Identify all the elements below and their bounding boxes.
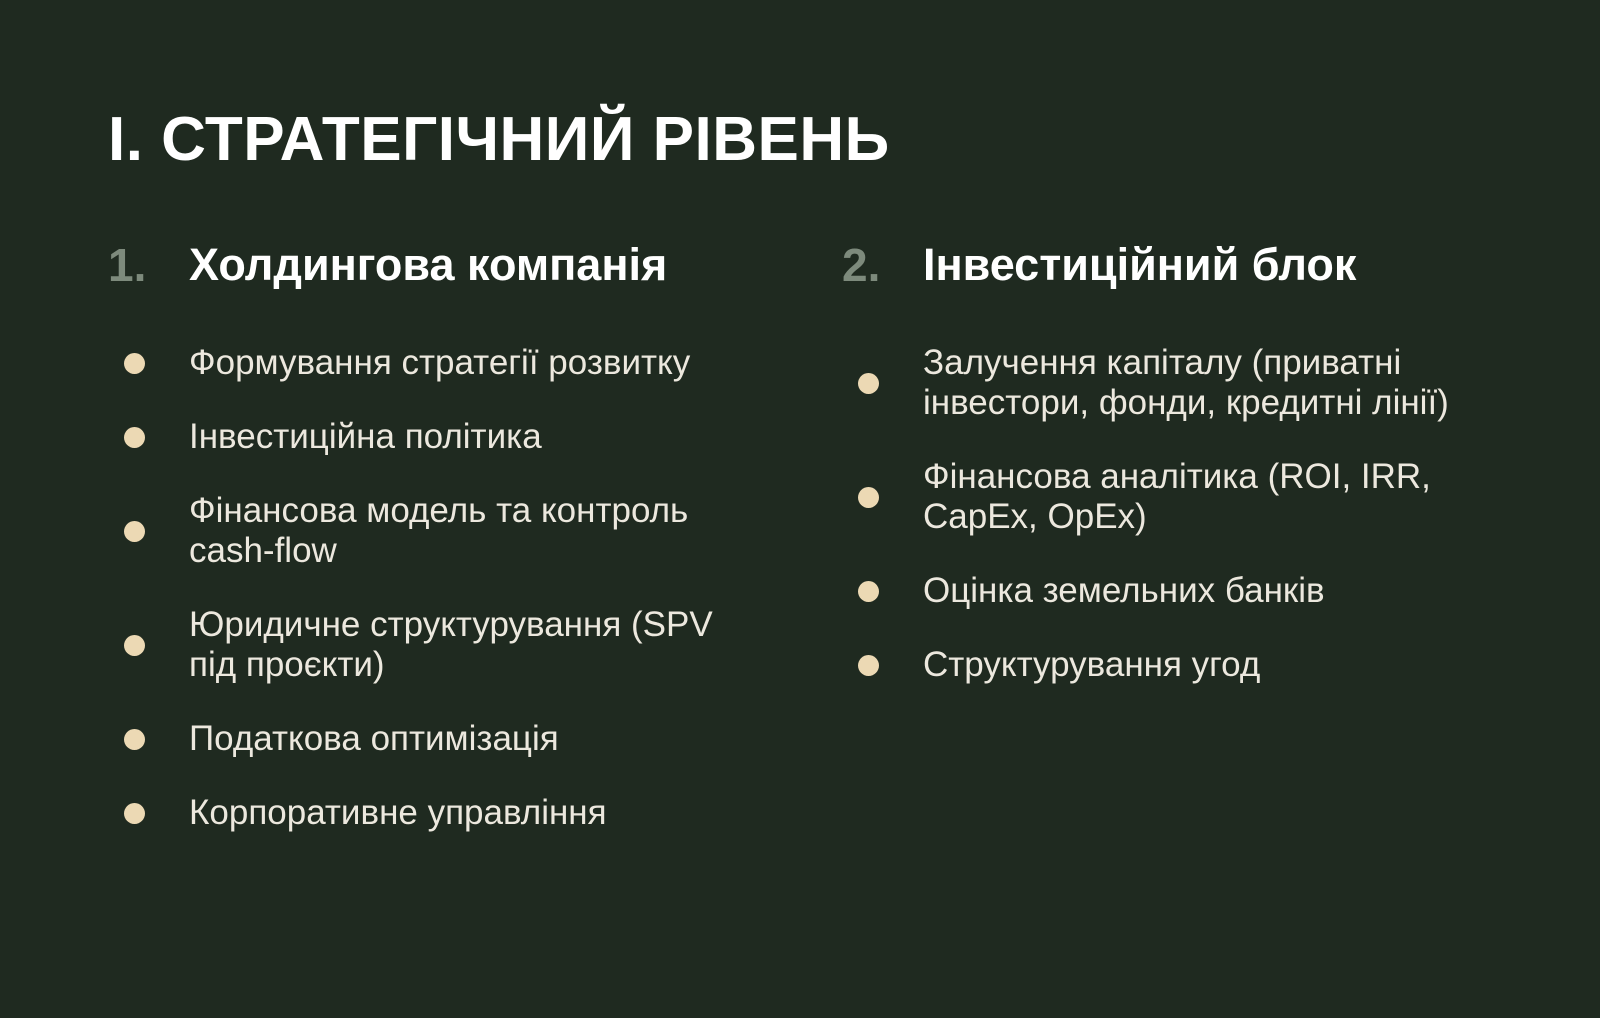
list-item bbox=[842, 571, 1502, 611]
column-investment-block bbox=[842, 235, 1502, 684]
column-title: Інвестиційний блок bbox=[923, 239, 1357, 290]
list-item-text: Формування стратегії розвитку bbox=[189, 343, 691, 382]
bullet-dot-icon bbox=[124, 635, 145, 656]
column-holding-company bbox=[108, 235, 788, 832]
bullet-dot-icon bbox=[858, 487, 879, 508]
bullet-dot-icon bbox=[858, 655, 879, 676]
list-item-text: Юридичне структурування (SPV під проєкти) bbox=[189, 605, 713, 684]
bullet-list bbox=[842, 343, 1502, 719]
column-number: 2. bbox=[842, 239, 881, 291]
column-header bbox=[842, 235, 1502, 295]
list-item bbox=[108, 491, 788, 571]
list-item bbox=[108, 605, 788, 685]
list-item-text: Фінансова модель та контроль cash-flow bbox=[189, 491, 689, 570]
list-item bbox=[108, 793, 788, 833]
bullet-dot-icon bbox=[858, 373, 879, 394]
bullet-dot-icon bbox=[124, 521, 145, 542]
list-item-text: Корпоративне управління bbox=[189, 793, 607, 832]
list-item bbox=[108, 719, 788, 759]
list-item bbox=[842, 457, 1502, 537]
list-item-text: Інвестиційна політика bbox=[189, 417, 542, 456]
bullet-dot-icon bbox=[124, 427, 145, 448]
list-item-text: Структурування угод bbox=[923, 645, 1261, 684]
list-item-text: Оцінка земельних банків bbox=[923, 571, 1325, 610]
list-item bbox=[108, 343, 788, 383]
list-item-text: Залучення капіталу (приватні інвестори, фонди, кредитні лінії) bbox=[923, 343, 1449, 422]
bullet-list bbox=[108, 343, 788, 867]
column-header bbox=[108, 235, 788, 295]
column-number: 1. bbox=[108, 239, 147, 291]
list-item bbox=[842, 645, 1502, 685]
bullet-dot-icon bbox=[124, 353, 145, 374]
bullet-dot-icon bbox=[124, 729, 145, 750]
slide-title: І. СТРАТЕГІЧНИЙ РІВЕНЬ bbox=[108, 105, 890, 174]
bullet-dot-icon bbox=[858, 581, 879, 602]
list-item bbox=[842, 343, 1502, 423]
column-title: Холдингова компанія bbox=[189, 239, 668, 290]
list-item-text: Податкова оптимізація bbox=[189, 719, 559, 758]
list-item bbox=[108, 417, 788, 457]
bullet-dot-icon bbox=[124, 803, 145, 824]
list-item-text: Фінансова аналітика (ROI, IRR, CapEx, OpEx) bbox=[923, 457, 1431, 536]
